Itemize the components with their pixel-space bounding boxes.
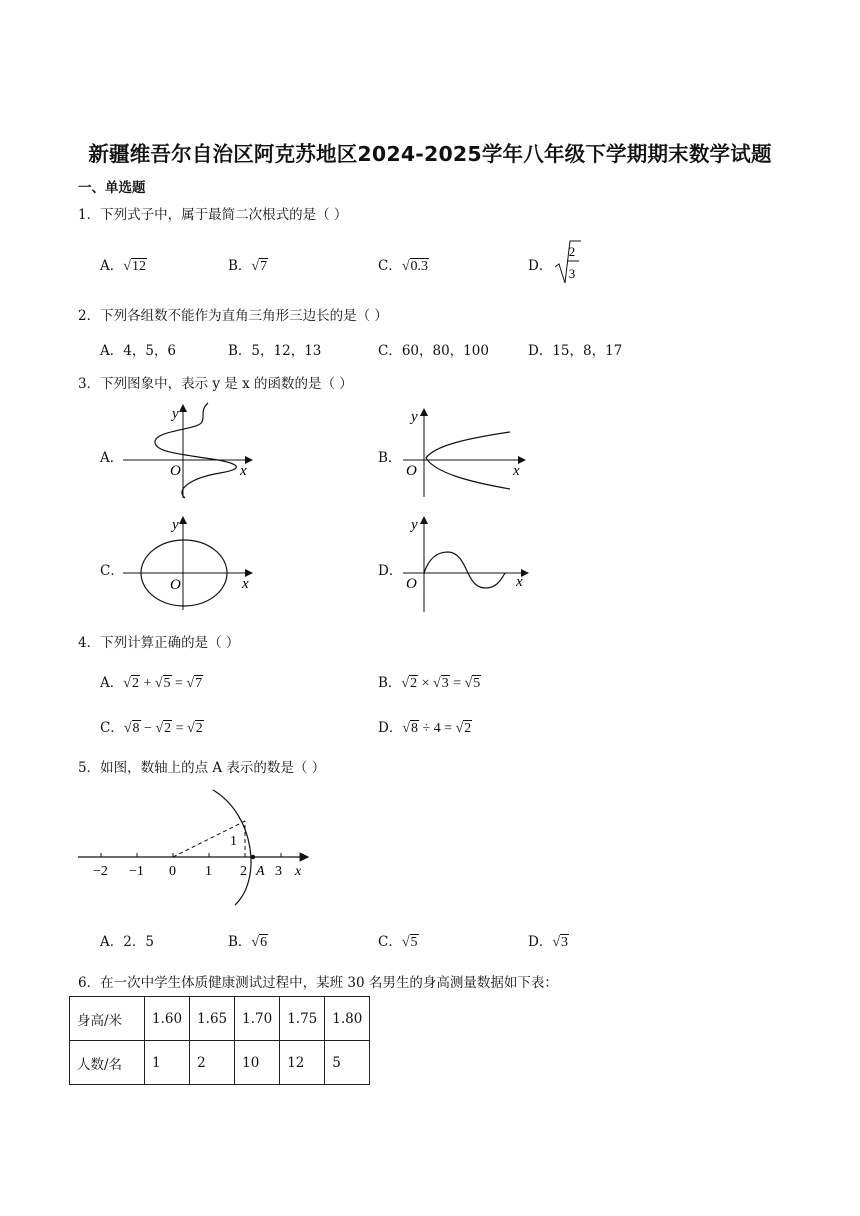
option-label: A． (100, 675, 124, 691)
x-axis-label: x (513, 463, 520, 479)
tick-label: 0 (169, 864, 176, 879)
table-cell: 1 (145, 1041, 190, 1085)
q5-option-a: A．2．5 (100, 934, 154, 950)
q3-graph-c (120, 512, 260, 612)
table-cell: 1.65 (190, 997, 235, 1041)
table-row (70, 997, 370, 1041)
option-label: B． (378, 675, 402, 691)
radicand: 3 (561, 935, 569, 950)
origin-label: O (406, 463, 417, 479)
question-6-stem: 6．在一次中学生体质健康测试过程中，某班 30 名男生的身高测量数据如下表： (78, 975, 558, 991)
option-label: C． (100, 720, 124, 736)
radicand: 8 (132, 721, 140, 736)
option-label: D． (378, 720, 403, 736)
equals: = (444, 721, 453, 736)
x-axis-label: x (242, 576, 249, 592)
x-axis-label: x (295, 864, 302, 879)
tick-label: −1 (129, 864, 144, 879)
radicand: 2 (164, 721, 172, 736)
question-4-stem: 4．下列计算正确的是（ ） (78, 635, 240, 651)
y-axis-label: y (172, 406, 179, 422)
operator: × (421, 676, 430, 691)
q1-option-a: A．√12 (100, 258, 146, 274)
radicand: 0.3 (410, 259, 429, 274)
q2-option-c: C．60，80，100 (378, 343, 489, 359)
operator: − (144, 721, 152, 736)
number: 4 (433, 721, 441, 736)
table-cell: 5 (325, 1041, 370, 1085)
q3-option-b-label: B． (378, 450, 402, 466)
q4-option-d: D．√8 ÷ 4 = √2 (378, 720, 472, 736)
table-row (70, 1041, 370, 1085)
q4-option-c: C．√8 − √2 = √2 (100, 720, 203, 736)
q4-option-a: A．√2 + √5 = √7 (100, 675, 203, 691)
q3-option-a-label: A． (100, 450, 124, 466)
q3-graph-b (400, 405, 530, 500)
question-2-stem: 2．下列各组数不能作为直角三角形三边长的是（ ） (78, 308, 388, 324)
radicand: 7 (260, 259, 268, 274)
radicand: 2 (195, 721, 203, 736)
y-axis-label: y (411, 409, 418, 425)
numerator: 2 (568, 244, 576, 259)
radicand: 5 (163, 676, 171, 691)
option-label: D． (528, 934, 553, 950)
q1-option-b: B．√7 (228, 258, 268, 274)
side-label: 1 (230, 834, 237, 849)
option-label: B． (228, 934, 252, 950)
table-cell: 1.60 (145, 997, 190, 1041)
table-cell: 12 (280, 1041, 325, 1085)
radicand: 2 (131, 676, 139, 691)
equals: = (453, 676, 462, 691)
q2-option-d: D．15，8，17 (528, 343, 623, 359)
question-3-stem: 3．下列图象中，表示 y 是 x 的函数的是（ ） (78, 376, 353, 392)
equals: = (175, 676, 183, 691)
q1-option-c: C．√0.3 (378, 258, 429, 274)
page-title: 新疆维吾尔自治区阿克苏地区2024-2025学年八年级下学期期末数学试题 (88, 142, 772, 166)
radicand: 3 (441, 676, 449, 691)
option-label: B． (228, 258, 252, 274)
operator: + (143, 676, 152, 691)
question-5-stem: 5．如图，数轴上的点 A 表示的数是（ ） (78, 760, 326, 776)
radicand: 2 (464, 721, 472, 736)
radicand: 8 (411, 721, 419, 736)
q5-option-b: B．√6 (228, 934, 268, 950)
question-1-stem: 1．下列式子中，属于最简二次根式的是（ ） (78, 207, 348, 223)
table-cell: 1.75 (280, 997, 325, 1041)
q1-option-d (528, 254, 552, 274)
y-axis-label: y (411, 517, 418, 533)
tick-label: −2 (93, 864, 108, 879)
option-label: D． (528, 258, 553, 274)
radicand: 6 (260, 935, 268, 950)
table-cell: 10 (235, 1041, 280, 1085)
operator: ÷ (422, 721, 431, 736)
q3-graph-a (120, 400, 260, 500)
q5-option-c: C．√5 (378, 934, 418, 950)
origin-label: O (170, 577, 181, 593)
option-label: A． (100, 258, 124, 274)
denominator: 3 (568, 266, 576, 281)
radicand: 5 (410, 935, 418, 950)
height-data-table (69, 996, 370, 1085)
option-label: C． (378, 934, 402, 950)
origin-label: O (406, 576, 417, 592)
q4-option-b: B．√2 × √3 = √5 (378, 675, 481, 691)
q3-option-c-label: C． (100, 563, 124, 579)
q2-option-a: A．4，5，6 (100, 343, 177, 359)
x-axis-label: x (516, 574, 523, 590)
q3-graph-d (400, 512, 535, 612)
point-a-label: A (256, 864, 265, 879)
q5-option-d: D．√3 (528, 934, 569, 950)
tick-label: 1 (205, 864, 212, 879)
x-axis-label: x (240, 463, 247, 479)
table-cell: 1.80 (325, 997, 370, 1041)
q2-option-b: B．5，12，13 (228, 343, 322, 359)
table-cell: 人数/名 (70, 1041, 145, 1085)
radicand: 2 (410, 676, 418, 691)
radicand: 5 (473, 676, 481, 691)
equals: = (175, 721, 184, 736)
section-heading: 一、单选题 (78, 180, 146, 196)
q3-option-d-label: D． (378, 563, 403, 579)
table-cell: 身高/米 (70, 997, 145, 1041)
radicand: 12 (131, 259, 146, 274)
option-label: C． (378, 258, 402, 274)
y-axis-label: y (172, 517, 179, 533)
origin-label: O (170, 463, 181, 479)
radicand: 7 (195, 676, 203, 691)
q5-number-line-figure (70, 785, 330, 910)
table-cell: 2 (190, 1041, 235, 1085)
q1-d-fraction-radical (552, 237, 582, 287)
table-cell: 1.70 (235, 997, 280, 1041)
tick-label: 3 (275, 864, 282, 879)
tick-label: 2 (240, 864, 247, 879)
